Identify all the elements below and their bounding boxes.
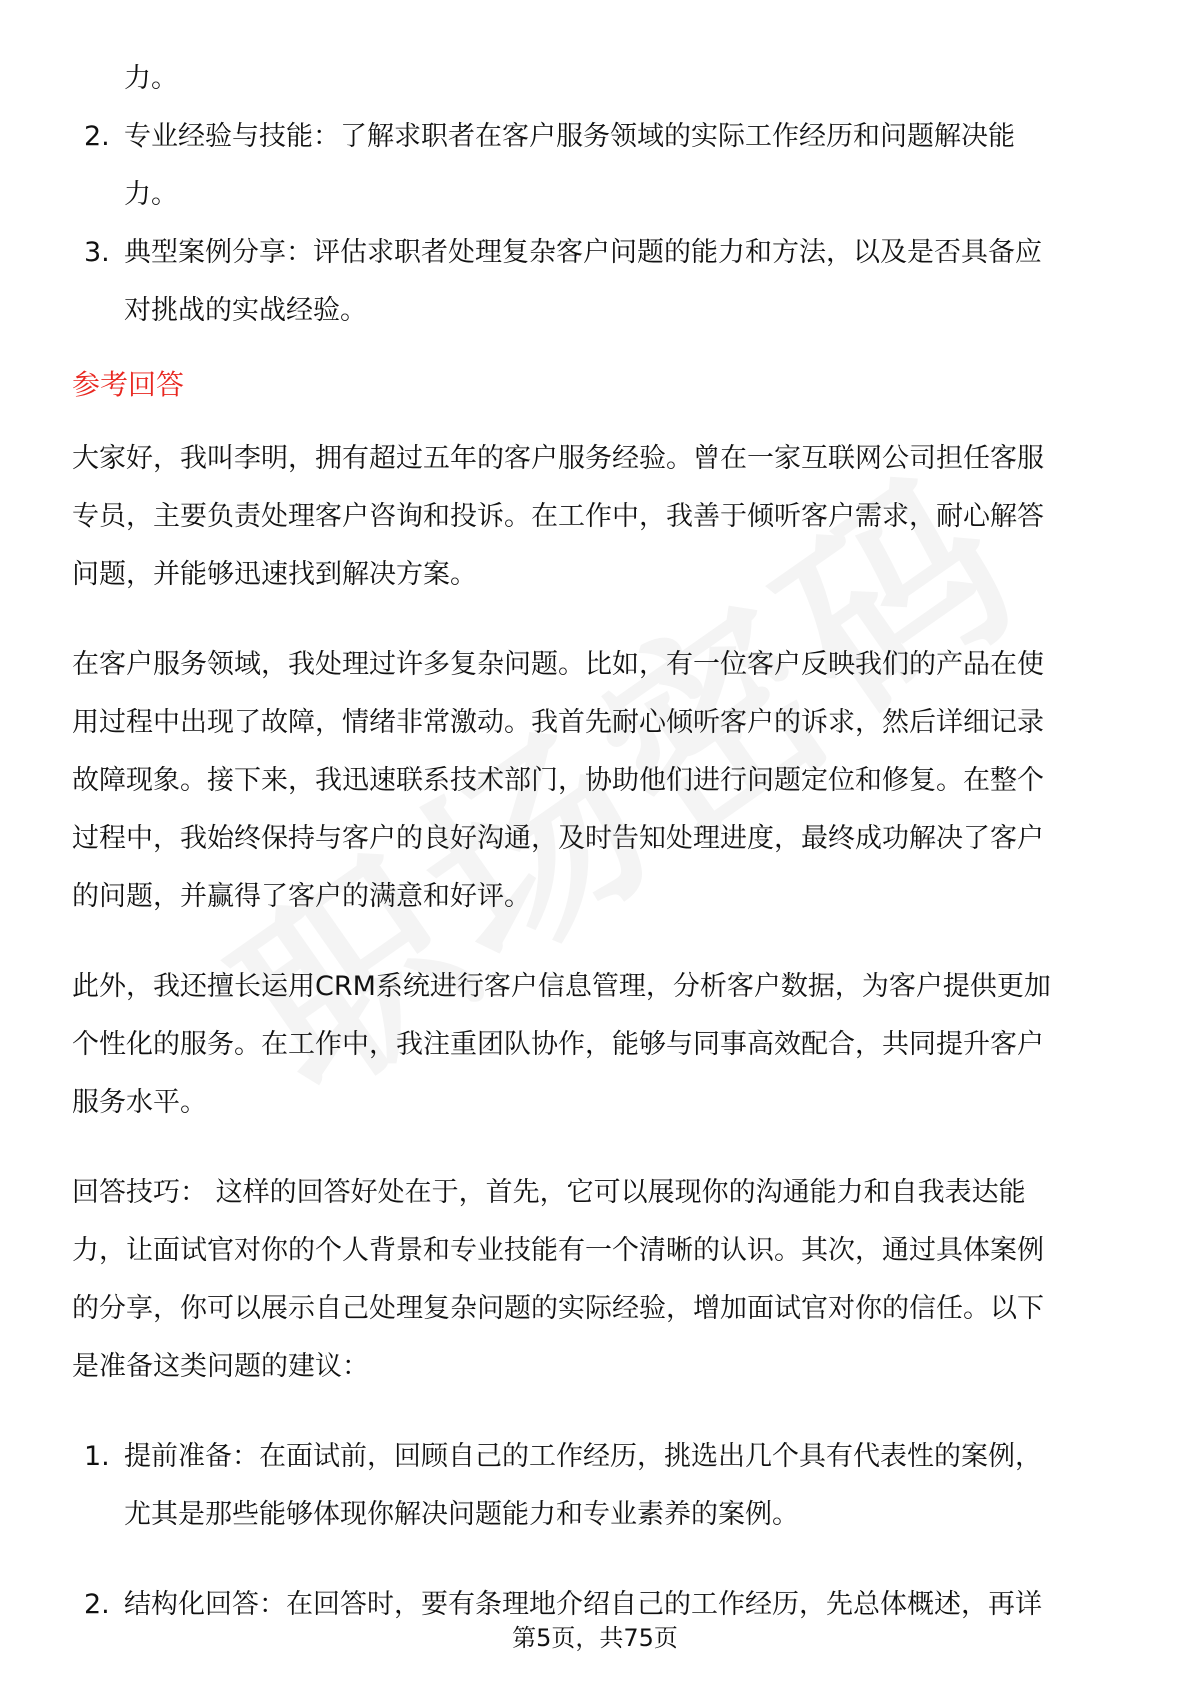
list-item: [72, 224, 1122, 340]
page-number-footer: 第5页，共75页: [512, 1624, 678, 1652]
paragraph-line: 的问题，并赢得了客户的满意和好评。: [72, 881, 531, 912]
paragraph-tips: [72, 1164, 1122, 1396]
paragraph-line: 是准备这类问题的建议：: [72, 1351, 369, 1382]
paragraph-line: 过程中，我始终保持与客户的良好沟通，及时告知处理进度，最终成功解决了客户: [72, 823, 1044, 854]
list-item: [72, 1428, 1122, 1544]
list-item: [72, 108, 1122, 224]
paragraph-skills: [72, 958, 1122, 1132]
paragraph-line: 回答技巧： 这样的回答好处在于，首先，它可以展现你的沟通能力和自我表达能: [72, 1177, 1026, 1208]
paragraph-intro: [72, 430, 1122, 604]
document-page: [72, 50, 1122, 1634]
paragraph-line: 问题，并能够迅速找到解决方案。: [72, 559, 477, 590]
top-list: [72, 50, 1122, 340]
list-item-line: 力。: [124, 179, 178, 210]
list-item-number: 2.: [84, 121, 110, 152]
list-item-line: 典型案例分享：评估求职者处理复杂客户问题的能力和方法，以及是否具备应: [124, 237, 1042, 268]
list-item-line: 提前准备：在面试前，回顾自己的工作经历，挑选出几个具有代表性的案例，: [124, 1441, 1042, 1472]
paragraph-line: 故障现象。接下来，我迅速联系技术部门，协助他们进行问题定位和修复。在整个: [72, 765, 1044, 796]
paragraph-line: 力，让面试官对你的个人背景和专业技能有一个清晰的认识。其次，通过具体案例: [72, 1235, 1044, 1266]
paragraph-case: [72, 636, 1122, 926]
paragraph-line: 此外，我还擅长运用CRM系统进行客户信息管理，分析客户数据，为客户提供更加: [72, 971, 1051, 1002]
paragraph-line: 服务水平。: [72, 1087, 207, 1118]
paragraph-line: 在客户服务领域，我处理过许多复杂问题。比如，有一位客户反映我们的产品在使: [72, 649, 1044, 680]
list-item-line: 尤其是那些能够体现你解决问题能力和专业素养的案例。: [124, 1499, 799, 1530]
list-item-line: 对挑战的实战经验。: [124, 295, 367, 326]
paragraph-line: 用过程中出现了故障，情绪非常激动。我首先耐心倾听客户的诉求，然后详细记录: [72, 707, 1044, 738]
list-continuation: 力。: [124, 63, 178, 94]
paragraph-line: 个性化的服务。在工作中，我注重团队协作，能够与同事高效配合，共同提升客户: [72, 1029, 1044, 1060]
list-item-number: 3.: [84, 237, 110, 268]
paragraph-line: 专员，主要负责处理客户咨询和投诉。在工作中，我善于倾听客户需求，耐心解答: [72, 501, 1044, 532]
paragraph-line: 的分享，你可以展示自己处理复杂问题的实际经验，增加面试官对你的信任。以下: [72, 1293, 1044, 1324]
bottom-list: [72, 1428, 1122, 1634]
list-item-number: 2.: [84, 1589, 110, 1620]
list-item-line: 结构化回答：在回答时，要有条理地介绍自己的工作经历，先总体概述，再详: [124, 1589, 1042, 1620]
list-item-number: 1.: [84, 1441, 110, 1472]
paragraph-line: 大家好，我叫李明，拥有超过五年的客户服务经验。曾在一家互联网公司担任客服: [72, 443, 1044, 474]
list-item-line: 专业经验与技能：了解求职者在客户服务领域的实际工作经历和问题解决能: [124, 121, 1015, 152]
section-heading: 参考回答: [72, 368, 185, 401]
